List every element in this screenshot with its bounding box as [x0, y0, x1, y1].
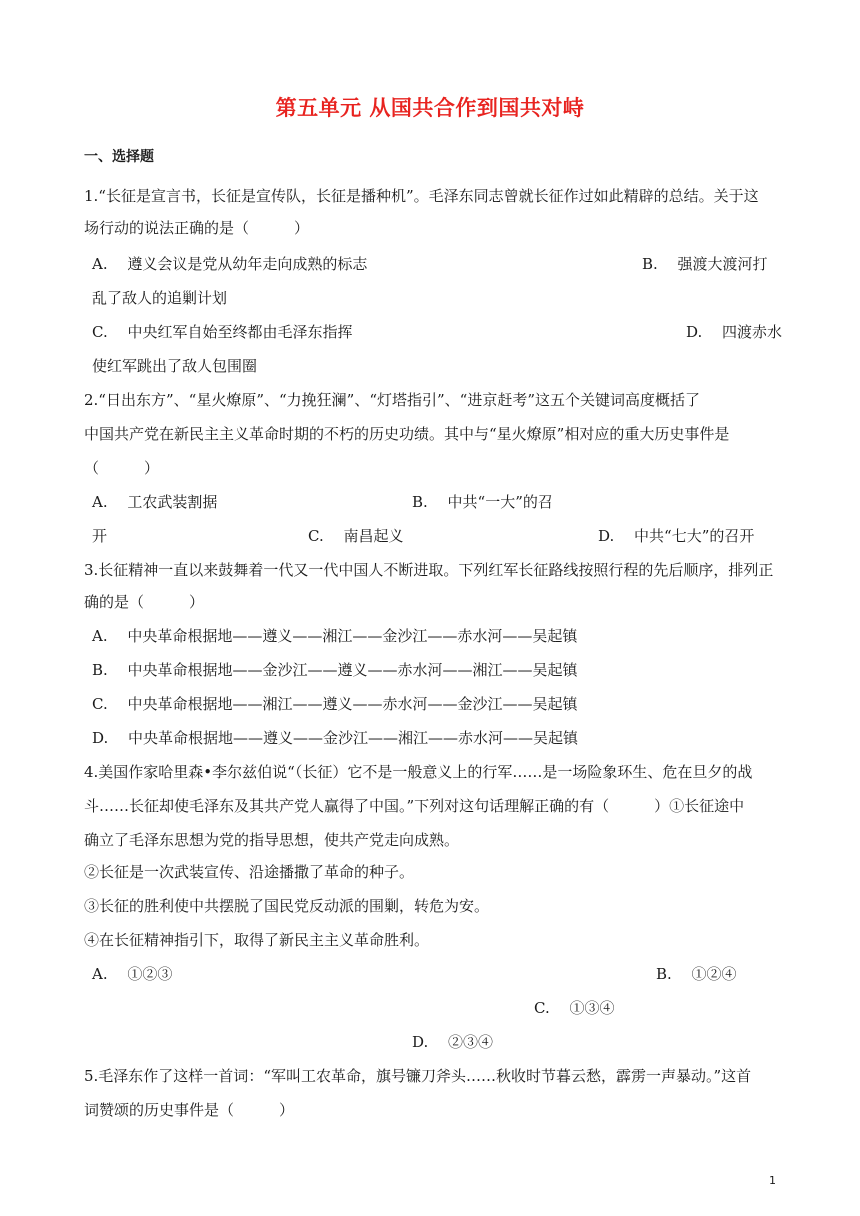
question-2-text-cont: 中国共产党在新民主主义革命时期的不朽的历史功绩。其中与“星火燎原”相对应的重大历史事件是: [84, 425, 730, 443]
question-1-option-d: D. 四渡赤水: [686, 323, 783, 341]
question-4-option-c: C. ①③④: [534, 999, 615, 1017]
question-4-statement-1: 确立了毛泽东思想为党的指导思想，使共产党走向成熟。: [84, 831, 460, 849]
question-4-statement-4: ④在长征精神指引下，取得了新民主主义革命胜利。: [84, 931, 430, 949]
question-3-option-a: A. 中央革命根据地——遵义——湘江——金沙江——赤水河——吴起镇: [92, 627, 578, 645]
question-4-statement-3: ③长征的胜利使中共摆脱了国民党反动派的围剿，转危为安。: [84, 897, 490, 915]
question-2-option-d: D. 中共“七大”的召开: [598, 527, 755, 545]
question-2-text-paren: （ ）: [84, 459, 160, 477]
question-2-option-b-cont: 开: [92, 527, 108, 545]
question-1-text-cont: 场行动的说法正确的是（ ）: [84, 219, 310, 237]
page-title: 第五单元 从国共合作到国共对峙: [275, 95, 585, 120]
question-1-option-d-cont: 使红军跳出了敌人包围圈: [92, 357, 258, 375]
question-5-text: 5.毛泽东作了这样一首词：“军叫工农革命，旗号镰刀斧头……秋收时节暮云愁，霹雳一声暴动。”这首: [84, 1067, 752, 1085]
question-1-option-b-cont: 乱了敌人的追剿计划: [92, 289, 228, 307]
question-2-option-c: C. 南昌起义: [308, 527, 404, 545]
question-4-option-a: A. ①②③: [92, 965, 173, 983]
question-3-option-c: C. 中央革命根据地——湘江——遵义——赤水河——金沙江——吴起镇: [92, 695, 578, 713]
question-4-option-b: B. ①②④: [656, 965, 737, 983]
question-4-text: 4.美国作家哈里森•李尔兹伯说“（长征）它不是一般意义上的行军……是一场险象环生、危在旦夕的战: [84, 763, 753, 781]
question-3-option-b: B. 中央革命根据地——金沙江——遵义——赤水河——湘江——吴起镇: [92, 661, 578, 679]
question-1-text: 1.“长征是宣言书，长征是宣传队，长征是播种机”。毛泽东同志曾就长征作过如此精辟的总结。关于这: [84, 187, 759, 205]
question-1-option-b: B. 强渡大渡河打: [642, 255, 768, 273]
question-5-text-cont: 词赞颂的历史事件是（ ）: [84, 1101, 295, 1119]
question-1-option-a: A. 遵义会议是党从幼年走向成熟的标志: [92, 255, 368, 273]
question-3-option-d: D. 中央革命根据地——遵义——金沙江——湘江——赤水河——吴起镇: [92, 729, 579, 747]
question-4-option-d: D. ②③④: [412, 1033, 494, 1051]
question-2-option-b: B. 中共“一大”的召: [412, 493, 553, 511]
question-4-text-cont: 斗……长征却使毛泽东及其共产党人赢得了中国。”下列对这句话理解正确的有（ ）①长征途中: [84, 797, 745, 815]
question-1-option-c: C. 中央红军自始至终都由毛泽东指挥: [92, 323, 353, 341]
question-3-text: 3.长征精神一直以来鼓舞着一代又一代中国人不断进取。下列红军长征路线按照行程的先后顺序，排列正: [84, 561, 774, 579]
question-2-option-a: A. 工农武装割据: [92, 493, 218, 511]
question-4-statement-2: ②长征是一次武装宣传、沿途播撒了革命的种子。: [84, 863, 415, 881]
question-3-text-cont: 确的是（ ）: [84, 593, 205, 611]
page-number: 1: [769, 1174, 776, 1187]
section-heading: 一、选择题: [84, 149, 154, 165]
question-2-text: 2.“日出东方”、“星火燎原”、“力挽狂澜”、“灯塔指引”、“进京赶考”这五个关键词高度概括了: [84, 391, 700, 409]
